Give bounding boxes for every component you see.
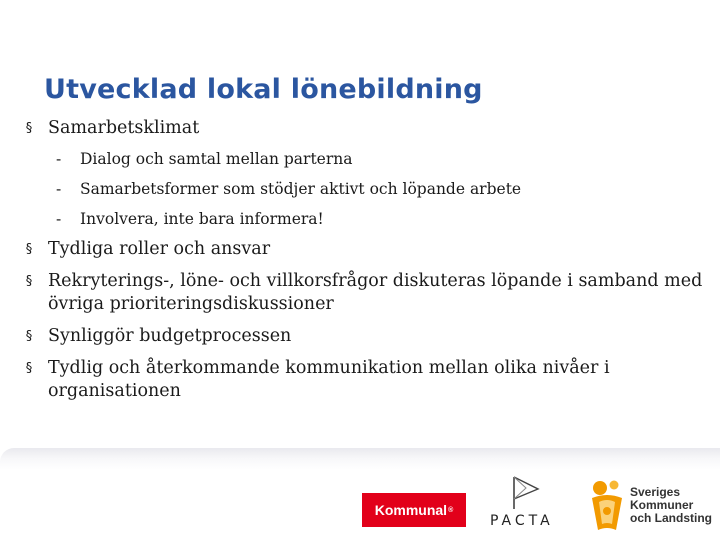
sub-bullet-marker: - [56,180,62,198]
bullet-item [20,357,710,403]
kommunal-logo-text: Kommunal [374,502,448,518]
bullet-text: Rekryterings-, löne- och villkorsfrågor diskuteras löpande i samband med övriga prioriteringsdiskussioner [48,271,703,314]
bullet-list [20,117,710,403]
skl-logo-text [630,486,712,525]
bullet-item [20,117,710,140]
bullet-item [20,270,710,316]
bullet-item [20,325,710,348]
skl-logo-line: Sveriges [630,485,681,499]
bullet-text: Tydliga roller och ansvar [48,239,271,259]
bullet-marker: § [25,242,33,257]
skl-logo-line: Kommuner [630,498,694,512]
sub-bullet-item [20,209,710,229]
bullet-marker: § [25,329,33,344]
sub-bullet-item [20,179,710,199]
bullet-marker: § [25,274,33,289]
sub-bullet-marker: - [56,150,62,168]
sub-bullet-text: Involvera, inte bara informera! [80,210,324,228]
sub-bullet-text: Samarbetsformer som stödjer aktivt och löpande arbete [80,180,522,198]
pacta-logo-text: PACTA [490,513,554,529]
bullet-text: Tydlig och återkommande kommunikation mellan olika nivåer i organisationen [48,358,610,401]
bullet-item [20,238,710,261]
skl-emblem-icon [586,478,628,534]
kommunal-logo-mark: ® [448,506,454,514]
kommunal-logo [362,493,466,527]
pacta-flag-icon [510,475,544,511]
skl-logo-line: och Landsting [630,511,712,525]
sub-bullet-item [20,149,710,169]
sub-bullet-text: Dialog och samtal mellan parterna [80,150,353,168]
sub-bullet-marker: - [56,210,62,228]
bullet-text: Samarbetsklimat [48,118,200,138]
bullet-marker: § [25,361,33,376]
bullet-marker: § [25,121,33,136]
bullet-text: Synliggör budgetprocessen [48,326,292,346]
slide-title: Utvecklad lokal lönebildning [44,74,483,105]
